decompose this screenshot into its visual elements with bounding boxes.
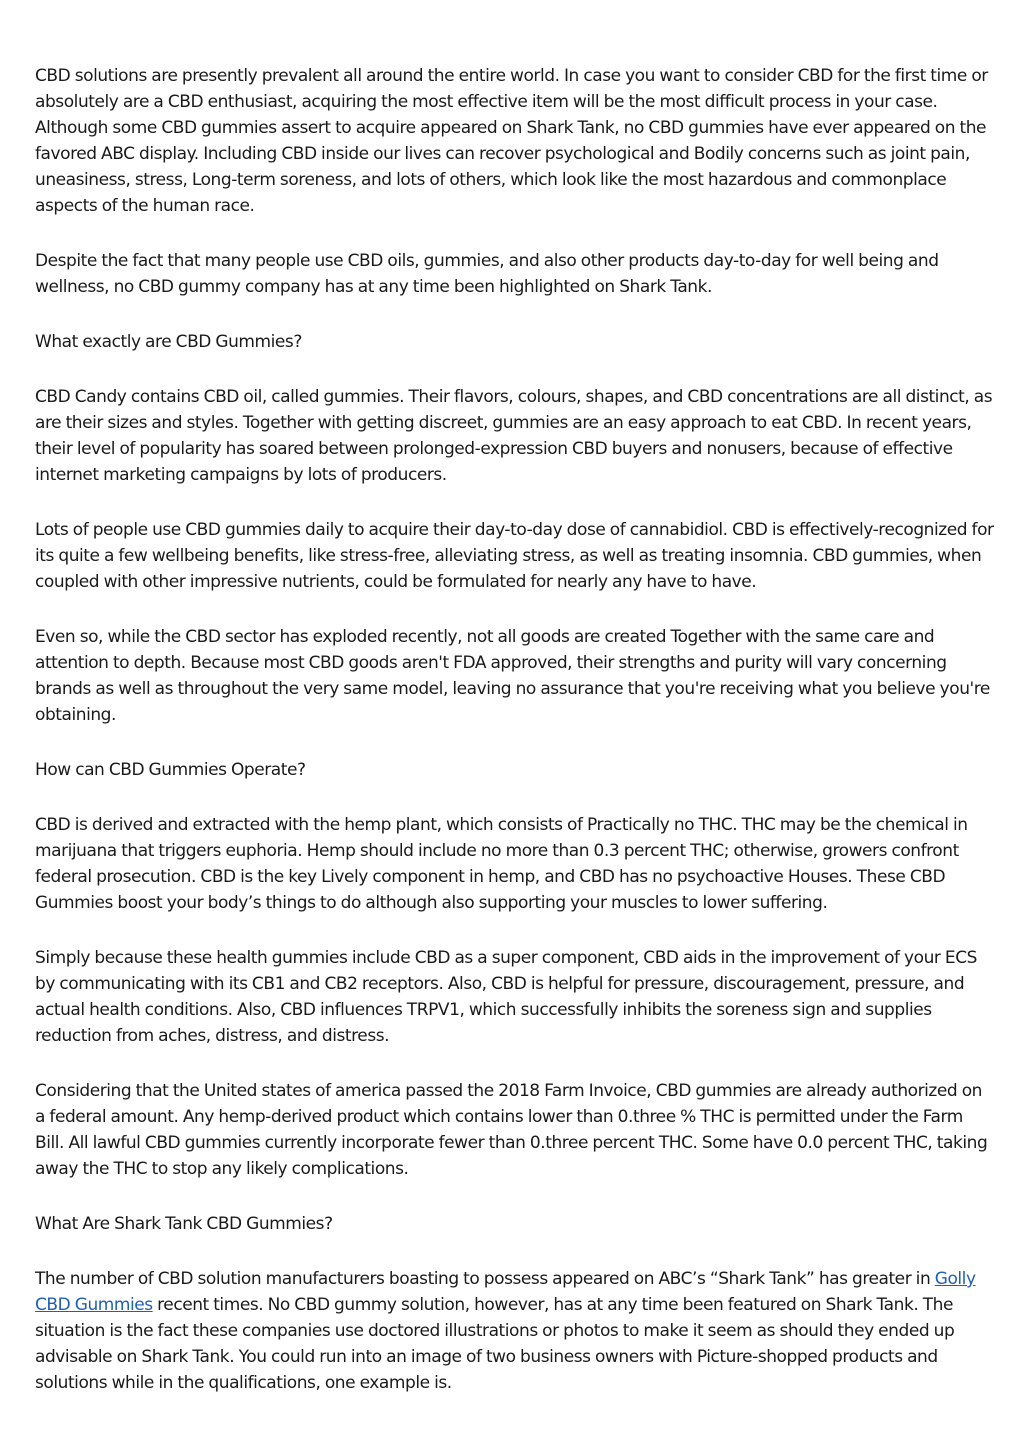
paragraph-ecs: Simply because these health gummies include CBD as a super component, CBD aids in the improvement of your ECS by communicating with its CB1 and CB2 receptors. Also, CBD is helpful for pressure, discouragement, pressure, and actual health conditions. Also, CBD influences TRPV1, which successfully inhibits the soreness sign and supplies reduction from aches, distress, and distress. <box>35 948 977 1046</box>
paragraph-daily-use: Lots of people use CBD gummies daily to acquire their day-to-day dose of cannabidiol. CBD is effectively-recognized for its quite a few wellbeing benefits, like stress-free, alleviating stress, as well as treating insomnia. CBD gummies, when coupled with other impressive nutrients, could be formulated for nearly any have to have. <box>35 520 994 592</box>
heading-how-do-they-work: How can CBD Gummies Operate? <box>35 760 306 780</box>
paragraph-shark-tank-note: Despite the fact that many people use CBD oils, gummies, and also other products day-to-day for well being and wellness, no CBD gummy company has at any time been highlighted on Shark Tank. <box>35 251 939 297</box>
paragraph-cbd-candy: CBD Candy contains CBD oil, called gummies. Their flavors, colours, shapes, and CBD concentrations are all distinct, as are their sizes and styles. Together with getting discreet, gummies are an easy approach to eat CBD. In recent years, their level of popularity has soared between prolonged-expression CBD buyers and nonusers, because of effective internet marketing campaigns by lots of producers. <box>35 387 993 485</box>
paragraph-text-before-link: The number of CBD solution manufacturers boasting to possess appeared on ABC’s “Shark Tank” has greater in <box>35 1269 935 1289</box>
paragraph-shark-tank-claims <box>35 1266 995 1396</box>
heading-shark-tank-gummies: What Are Shark Tank CBD Gummies? <box>35 1214 333 1234</box>
document-body <box>35 63 995 1425</box>
heading-what-are-cbd-gummies: What exactly are CBD Gummies? <box>35 332 302 352</box>
paragraph-intro: CBD solutions are presently prevalent all around the entire world. In case you want to consider CBD for the first time or absolutely are a CBD enthusiast, acquiring the most effective item will be the most difficult process in your case. Although some CBD gummies assert to acquire appeared on Shark Tank, no CBD gummies have ever appeared on the favored ABC display. Including CBD inside our lives can recover psychological and Bodily concerns such as joint pain, uneasiness, stress, Long-term soreness, and lots of others, which look like the most hazardous and commonplace aspects of the human race. <box>35 66 988 216</box>
paragraph-farm-bill: Considering that the United states of america passed the 2018 Farm Invoice, CBD gummies are already authorized on a federal amount. Any hemp-derived product which contains lower than 0.three % THC is permitted under the Farm Bill. All lawful CBD gummies currently incorporate fewer than 0.three percent THC. Some have 0.0 percent THC, taking away the THC to stop any likely complications. <box>35 1081 988 1179</box>
paragraph-text-after-link: recent times. No CBD gummy solution, however, has at any time been featured on Shark Tank. The situation is the fact these companies use doctored illustrations or photos to make it seem as should they ended up advisable on Shark Tank. You could run into an image of two business owners with Picture-shopped products and solutions while in the qualifications, one example is. <box>35 1295 955 1393</box>
paragraph-hemp: CBD is derived and extracted with the hemp plant, which consists of Practically no THC. THC may be the chemical in marijuana that triggers euphoria. Hemp should include no more than 0.3 percent THC; otherwise, growers confront federal prosecution. CBD is the key Lively component in hemp, and CBD has no psychoactive Houses. These CBD Gummies boost your body’s things to do although also supporting your muscles to lower suffering. <box>35 815 968 913</box>
paragraph-quality: Even so, while the CBD sector has exploded recently, not all goods are created Together with the same care and attention to depth. Because most CBD goods aren't FDA approved, their strengths and purity will vary concerning brands as well as throughout the very same model, leaving no assurance that you're receiving what you believe you're obtaining. <box>35 627 990 725</box>
golly-cbd-gummies-link[interactable]: Golly CBD Gummies <box>35 1269 976 1315</box>
